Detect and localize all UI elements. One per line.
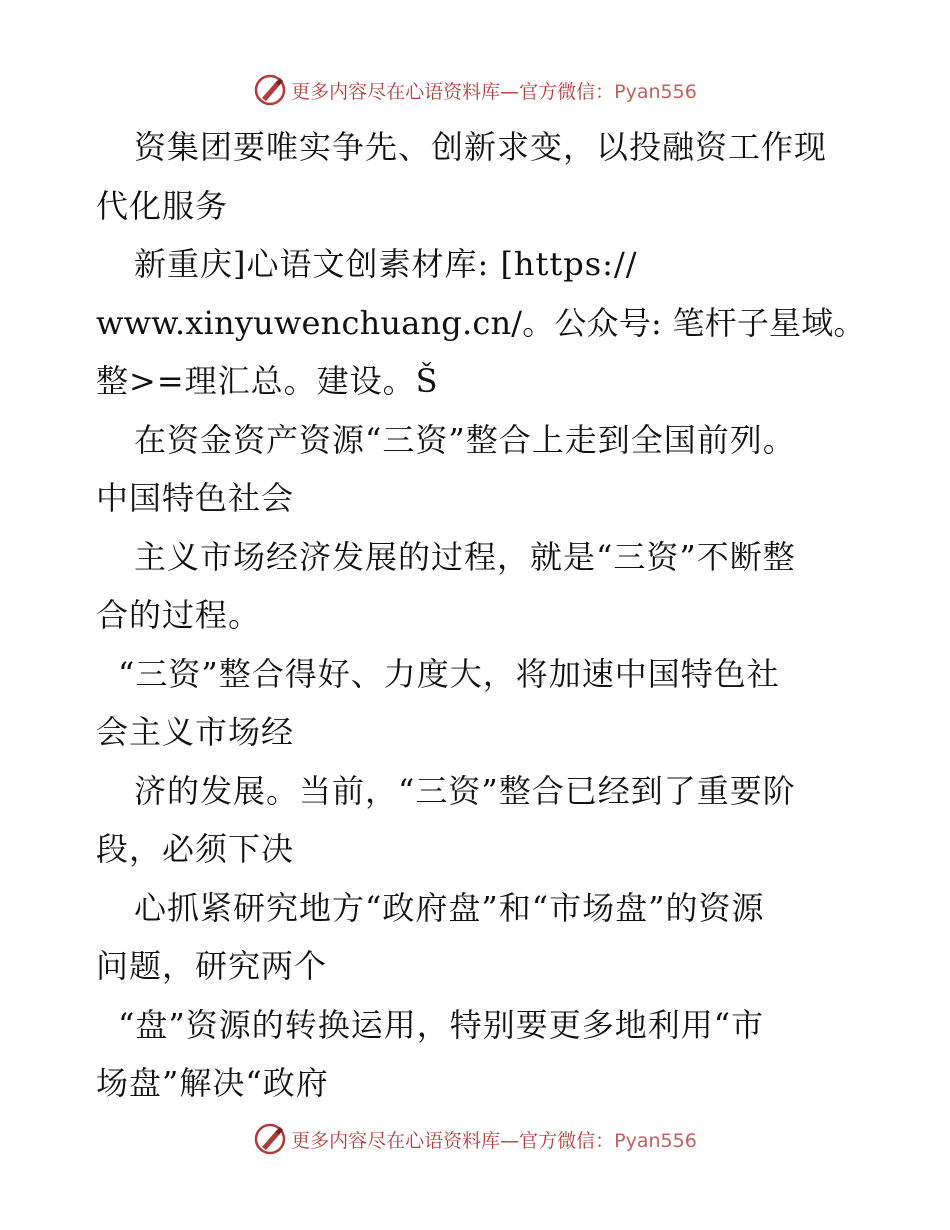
footer-text: 更多内容尽在心语资料库—官方微信：Pyan556 <box>291 1129 697 1152</box>
text-line: 新重庆]心语文创素材库: [https:// <box>134 245 638 283</box>
paragraph-8 <box>96 996 856 1113</box>
paragraph-4 <box>96 528 856 645</box>
text-line: 在资金资产资源“三资”整合上走到全国前列。 <box>134 420 796 459</box>
paragraph-1 <box>96 118 856 235</box>
text-line: “三资”整合得好、力度大，将加速中国特色社 <box>118 654 780 693</box>
footer-banner <box>0 1119 950 1159</box>
text-line: 合的过程。 <box>96 596 262 634</box>
text-line: www.xinyuwenchuang.cn/。公众号: 笔杆子星域。 <box>96 303 866 342</box>
text-line: 主义市场经济发展的过程，就是“三资”不断整 <box>134 537 796 576</box>
text-line: 代化服务 <box>96 186 229 225</box>
text-line: 心抓紧研究地方“政府盘”和“市场盘”的资源 <box>134 888 765 927</box>
text-line: 段，必须下决 <box>96 830 295 868</box>
text-line: 中国特色社会 <box>96 479 295 517</box>
header-text: 更多内容尽在心语资料库—官方微信：Pyan556 <box>291 80 697 103</box>
paragraph-3 <box>96 411 856 528</box>
text-line: 会主义市场经 <box>96 713 295 751</box>
text-line: 济的发展。当前，“三资”整合已经到了重要阶 <box>134 771 796 810</box>
pen-logo-icon <box>253 73 287 107</box>
text-line: 整>=理汇总。建设。Š <box>96 362 439 400</box>
text-line: 场盘”解决“政府 <box>96 1064 329 1102</box>
paragraph-5 <box>96 645 856 762</box>
text-line: 问题，研究两个 <box>96 947 328 985</box>
document-body <box>96 118 866 1113</box>
paragraph-2 <box>96 235 866 411</box>
footer-handle: Pyan556 <box>614 1129 697 1152</box>
text-line: “盘”资源的转换运用，特别要更多地利用“市 <box>118 1005 765 1044</box>
pen-logo-icon <box>253 1122 287 1156</box>
paragraph-6 <box>96 762 856 879</box>
header-handle: Pyan556 <box>614 80 697 103</box>
text-line: 资集团要唯实争先、创新求变，以投融资工作现 <box>134 128 828 166</box>
header-banner <box>0 70 950 110</box>
paragraph-7 <box>96 879 856 996</box>
